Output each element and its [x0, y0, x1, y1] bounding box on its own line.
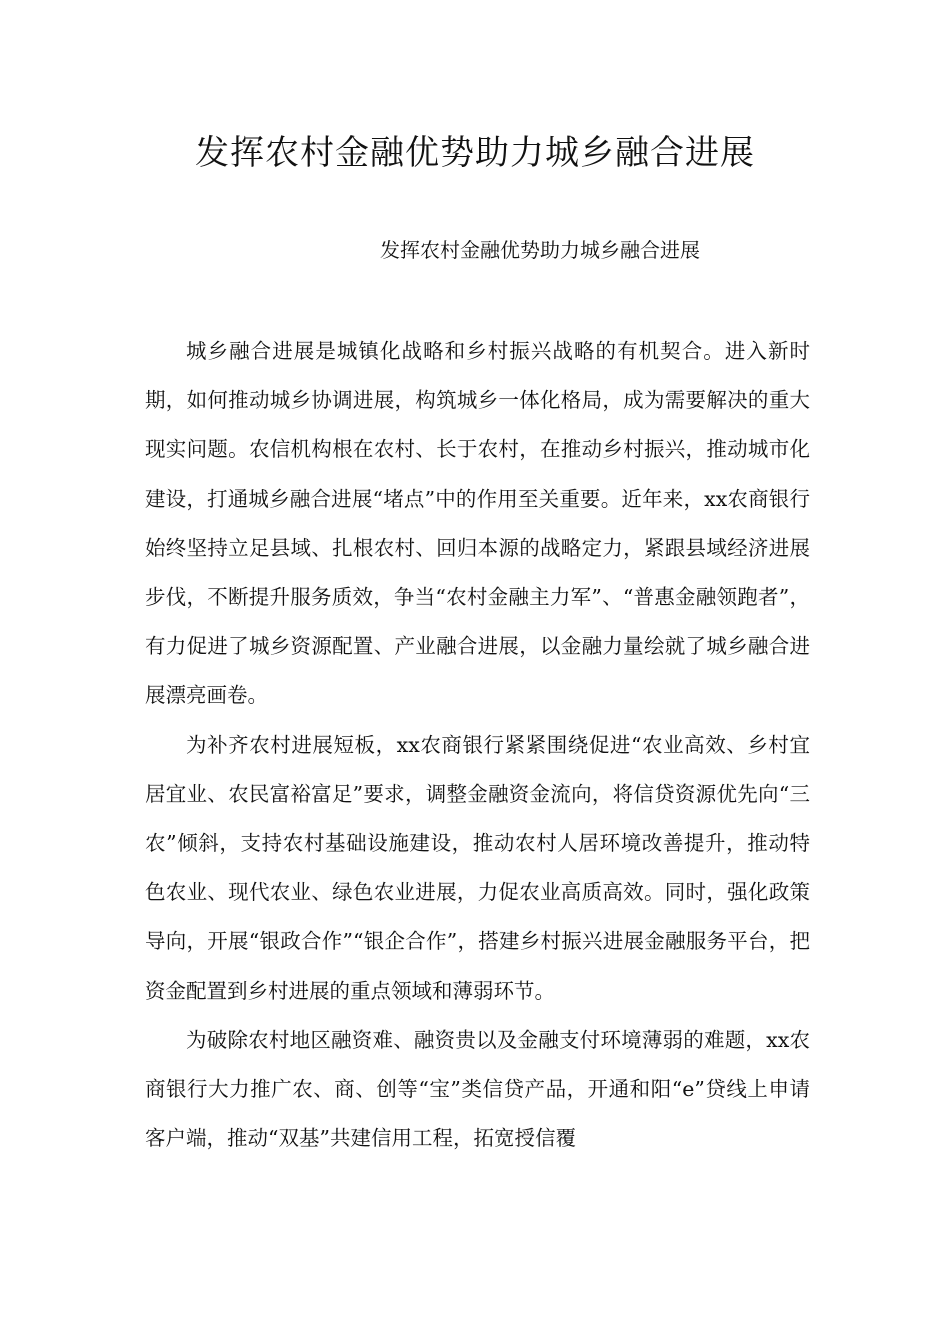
document-body — [145, 327, 810, 1163]
body-paragraph: 为破除农村地区融资难、融资贵以及金融支付环境薄弱的难题，xx农商银行大力推广农、商、创等“宝”类信贷产品，开通和阳“e”贷线上申请客户端，推动“双基”共建信用工程，拓宽授信覆 — [145, 1027, 810, 1151]
body-paragraph: 城乡融合进展是城镇化战略和乡村振兴战略的有机契合。进入新时期，如何推动城乡协调进展，构筑城乡一体化格局，成为需要解决的重大现实问题。农信机构根在农村、长于农村，在推动乡村振兴，推动城市化建设，打通城乡融合进展“堵点”中的作用至关重要。近年来，xx农商银行始终坚持立足县域、扎根农村、回归本源的战略定力，紧跟县域经济进展步伐，不断提升服务质效，争当“农村金融主力军”、“普惠金融领跑者”，有力促进了城乡资源配置、产业融合进展，以金融力量绘就了城乡融合进展漂亮画卷。 — [145, 339, 810, 708]
document-title: 发挥农村金融优势助力城乡融合进展 — [195, 133, 755, 173]
body-paragraph: 为补齐农村进展短板，xx农商银行紧紧围绕促进“农业高效、乡村宜居宜业、农民富裕富足”要求，调整金融资金流向，将信贷资源优先向“三农”倾斜，支持农村基础设施建设，推动农村人居环境改善提升，推动特色农业、现代农业、绿色农业进展，力促农业高质高效。同时，强化政策导向，开展“银政合作”“银企合作”，搭建乡村振兴进展金融服务平台，把资金配置到乡村进展的重点领域和薄弱环节。 — [145, 732, 810, 1003]
document-subtitle: 发挥农村金融优势助力城乡融合进展 — [380, 238, 700, 262]
